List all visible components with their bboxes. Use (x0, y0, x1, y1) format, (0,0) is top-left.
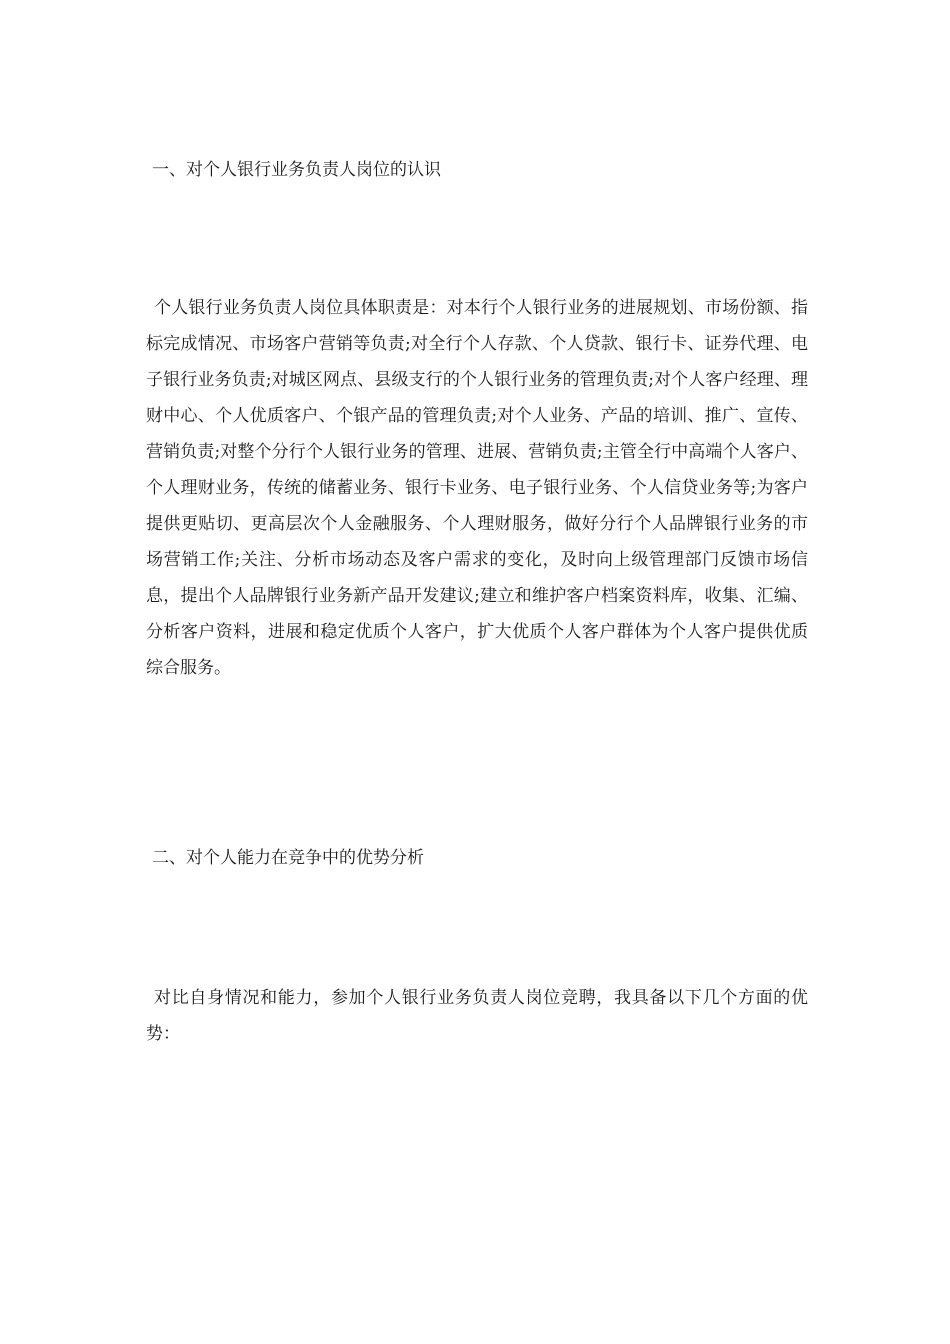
section-paragraph-2 (146, 980, 808, 1052)
section-heading-2: 二、对个人能力在竞争中的优势分析 (152, 848, 424, 868)
paragraph-text-1: 个人银行业务负责人岗位具体职责是：对本行个人银行业务的进展规划、市场份额、指标完成情况、市场客户营销等负责;对全行个人存款、个人贷款、银行卡、证券代理、电子银行业务负责;对城区网点、县级支行的个人银行业务的管理负责;对个人客户经理、理财中心、个人优质客户、个银产品的管理负责;对个人业务、产品的培训、推广、宣传、营销负责;对整个分行个人银行业务的管理、进展、营销负责;主管全行中高端个人客户、个人理财业务，传统的储蓄业务、银行卡业务、电子银行业务、个人信贷业务等;为客户提供更贴切、更高层次个人金融服务、个人理财服务，做好分行个人品牌银行业务的市场营销工作;关注、分析市场动态及客户需求的变化，及时向上级管理部门反馈市场信息，提出个人品牌银行业务新产品开发建议;建立和维护客户档案资料库，收集、汇编、分析客户资料，进展和稳定优质个人客户，扩大优质个人客户群体为个人客户提供优质综合服务。 (146, 298, 808, 678)
section-heading-1: 一、对个人银行业务负责人岗位的认识 (152, 160, 441, 180)
section-paragraph-1 (146, 290, 808, 686)
paragraph-text-2: 对比自身情况和能力，参加个人银行业务负责人岗位竞聘，我具备以下几个方面的优势： (146, 988, 808, 1044)
